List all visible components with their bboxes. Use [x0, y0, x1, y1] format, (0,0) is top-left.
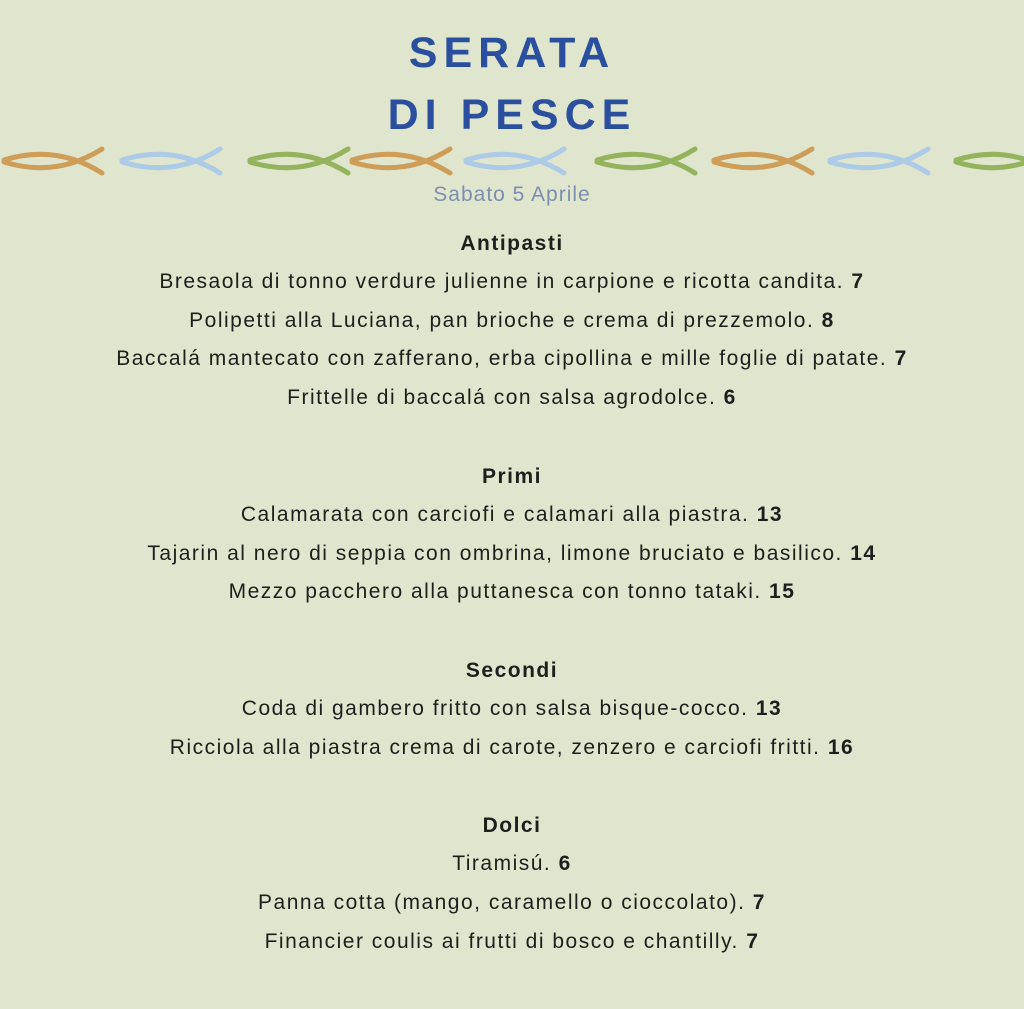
- dish-name: Frittelle di baccalá con salsa agrodolce.: [287, 386, 717, 410]
- dish-name: Polipetti alla Luciana, pan brioche e crema di prezzemolo.: [189, 308, 815, 332]
- dish-name: Calamarata con carciofi e calamari alla piastra.: [240, 502, 750, 526]
- menu-items: [0, 263, 1024, 418]
- fish-icon: [956, 149, 1024, 173]
- dish-price: 6: [723, 386, 737, 410]
- dish-price: 7: [894, 347, 908, 371]
- menu-items: [0, 845, 1024, 961]
- fish-border: [0, 136, 1024, 186]
- menu-item: [0, 573, 1024, 612]
- menu-items: [0, 496, 1024, 612]
- dish-price: 13: [755, 696, 783, 720]
- dish-name: Tajarin al nero di seppia con ombrina, limone bruciato e basilico.: [147, 541, 843, 565]
- dish-price: 16: [827, 735, 855, 759]
- section-title: Antipasti: [460, 232, 564, 255]
- fish-icon: [466, 149, 564, 173]
- page-title-line1: SERATA: [408, 29, 616, 77]
- dish-name: Panna cotta (mango, caramello o cioccolato).: [258, 891, 746, 915]
- dish-name: Financier coulis ai frutti di bosco e chantilly.: [264, 929, 739, 953]
- dish-price: 13: [756, 502, 784, 526]
- dish-name: Baccalá mantecato con zafferano, erba cipollina e mille foglie di patate.: [116, 347, 888, 371]
- menu-section-primi: [0, 457, 1024, 612]
- dish-name: Ricciola alla piastra crema di carote, zenzero e carciofi fritti.: [169, 735, 821, 759]
- dish-price: 15: [769, 580, 796, 604]
- page-title-line2: DI PESCE: [387, 91, 637, 139]
- dish-name: Mezzo pacchero alla puttanesca con tonno tataki.: [228, 580, 762, 604]
- menu-item: [0, 379, 1024, 418]
- menu-item: [0, 923, 1024, 962]
- menu-item: [0, 302, 1024, 341]
- menu-item: [0, 690, 1024, 729]
- menu-item: [0, 845, 1024, 884]
- menu-items: [0, 690, 1024, 767]
- fish-icon: [250, 149, 348, 173]
- menu-item: [0, 729, 1024, 768]
- menu-section-antipasti: [0, 224, 1024, 418]
- fish-icon: [714, 149, 812, 173]
- fish-border-graphic: [0, 136, 1024, 186]
- menu-item: [0, 884, 1024, 923]
- section-title: Primi: [481, 464, 543, 488]
- dish-name: Tiramisú.: [452, 852, 552, 876]
- menu-item: [97, 340, 927, 379]
- menu-item: [0, 535, 1024, 574]
- menu-section-dolci: [0, 806, 1024, 961]
- dish-price: 7: [746, 929, 760, 953]
- menu: [0, 224, 1024, 1000]
- fish-icon: [352, 149, 450, 173]
- menu-item: [0, 496, 1024, 535]
- section-title: Secondi: [465, 658, 559, 682]
- dish-price: 6: [558, 852, 572, 876]
- fish-icon: [4, 149, 102, 173]
- dish-price: 7: [752, 891, 766, 915]
- fish-icon: [830, 149, 928, 173]
- menu-item: [0, 263, 1024, 302]
- fish-icon: [597, 149, 695, 173]
- event-date: Sabato 5 Aprile: [433, 183, 591, 206]
- dish-price: 14: [850, 541, 877, 565]
- dish-price: 7: [851, 270, 865, 293]
- section-title: Dolci: [482, 814, 542, 838]
- dish-name: Coda di gambero fritto con salsa bisque-cocco.: [241, 696, 749, 720]
- dish-price: 8: [821, 308, 835, 332]
- menu-section-secondi: [0, 651, 1024, 767]
- fish-icon: [122, 149, 220, 173]
- dish-name: Bresaola di tonno verdure julienne in carpione e ricotta candita.: [159, 270, 845, 293]
